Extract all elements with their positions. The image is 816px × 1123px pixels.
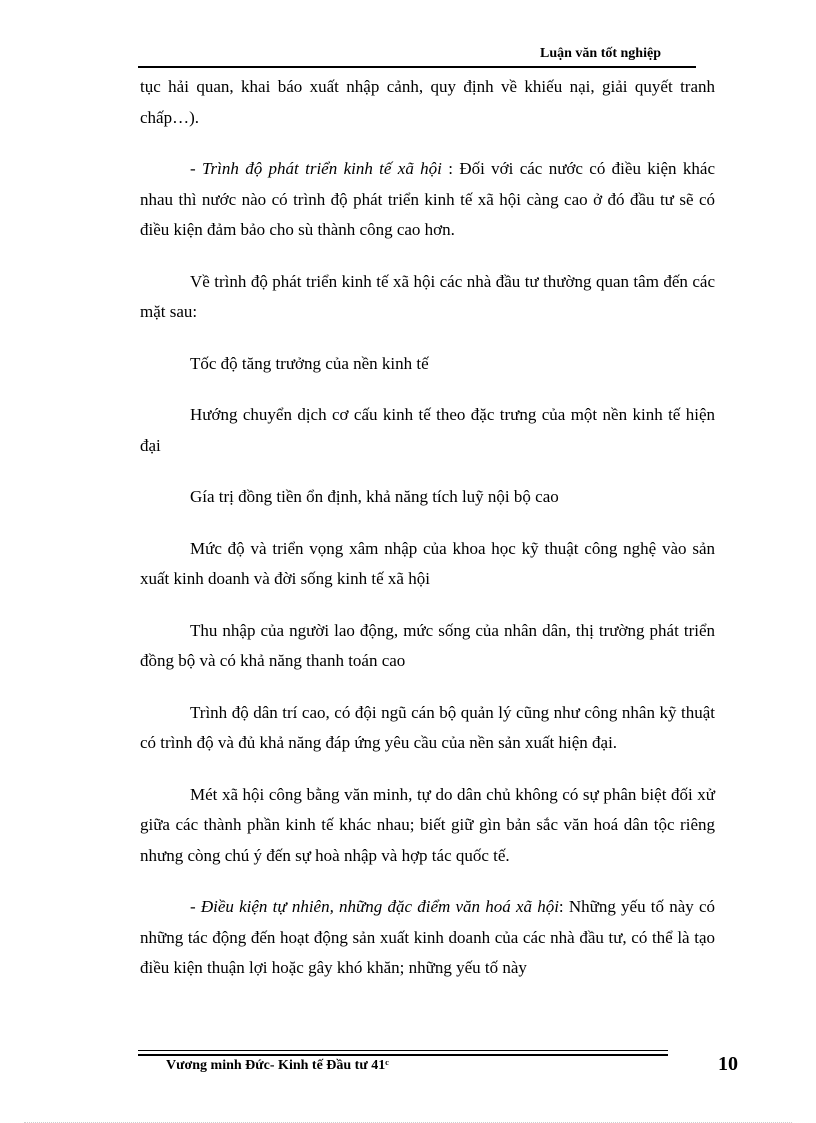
paragraph-8: [140, 616, 715, 677]
paragraph-text: Gía trị đồng tiền ổn định, khả năng tích luỹ nội bộ cao: [190, 487, 559, 506]
paragraph-text: : Đối với các nước có điều kiện khác nhau thì nước nào có trình độ phát triển kinh tế xã hội càng cao ở đó đầu tư sẽ có điều kiện đảm bảo cho sù thành công cao hơn.: [140, 159, 715, 239]
paragraph-text: Mét xã hội công bằng văn minh, tự do dân chủ không có sự phân biệt đối xử giữa các thành phần kinh tế khác nhau; biết giữ gìn bản sắc văn hoá dân tộc riêng nhưng còng chú ý đến sự hoà nhập và hợp tác quốc tế.: [140, 784, 715, 865]
footer-rule: [138, 1050, 668, 1051]
header-title: Luận văn tốt nghiệp: [540, 46, 661, 61]
paragraph-3: [140, 267, 715, 328]
paragraph-text: Về trình độ phát triển kinh tế xã hội các nhà đầu tư thường quan tâm đến các mặt sau:: [140, 271, 715, 321]
paragraph-2: [140, 154, 715, 246]
footer-author: Vương minh Đức- Kinh tế Đầu tư 41ᶜ: [166, 1058, 389, 1073]
paragraph-7: [140, 534, 715, 595]
footer-rule: [138, 1054, 668, 1056]
paragraph-10: [140, 780, 715, 872]
header-rule: [138, 66, 696, 68]
page-number: 10: [718, 1053, 738, 1075]
paragraph-term: - Trình độ phát triển kinh tế xã hội: [190, 159, 442, 178]
paragraph-text: Thu nhập của người lao động, mức sống của nhân dân, thị trường phát triển đồng bộ và có khả năng thanh toán cao: [140, 620, 715, 670]
paragraph-9: [140, 698, 715, 759]
paragraph-text: Tốc độ tăng trưởng của nền kinh tế: [190, 353, 429, 373]
paragraph-6: [140, 482, 715, 513]
paragraph-5: [140, 400, 715, 461]
paragraph-11: [140, 892, 715, 984]
paragraph-text: Mức độ và triển vọng xâm nhập của khoa học kỹ thuật công nghệ vào sản xuất kinh doanh và đời sống kinh tế xã hội: [140, 538, 715, 588]
paragraph-text: : Những yếu tố này có những tác động đến hoạt động sản xuất kinh doanh của các nhà đầu tư, có thể là tạo điều kiện thuận lợi hoặc gây khó khăn; những yếu tố này: [140, 897, 715, 977]
paragraph-term: - Điều kiện tự nhiên, những đặc điểm văn hoá xã hội: [190, 897, 559, 916]
document-body: [140, 72, 715, 1005]
paragraph-text: Trình độ dân trí cao, có đội ngũ cán bộ quản lý cũng như công nhân kỹ thuật có trình độ và đủ khả năng đáp ứng yêu cầu của nền sản xuất hiện đại.: [140, 702, 715, 752]
paragraph-text: Hướng chuyển dịch cơ cấu kinh tế theo đặc trưng của một nền kinh tế hiện đại: [140, 405, 715, 455]
paragraph-text: tục hải quan, khai báo xuất nhập cảnh, quy định về khiếu nại, giải quyết tranh chấp…).: [140, 77, 715, 127]
paragraph-1: [140, 72, 715, 133]
paragraph-4: [140, 349, 715, 380]
